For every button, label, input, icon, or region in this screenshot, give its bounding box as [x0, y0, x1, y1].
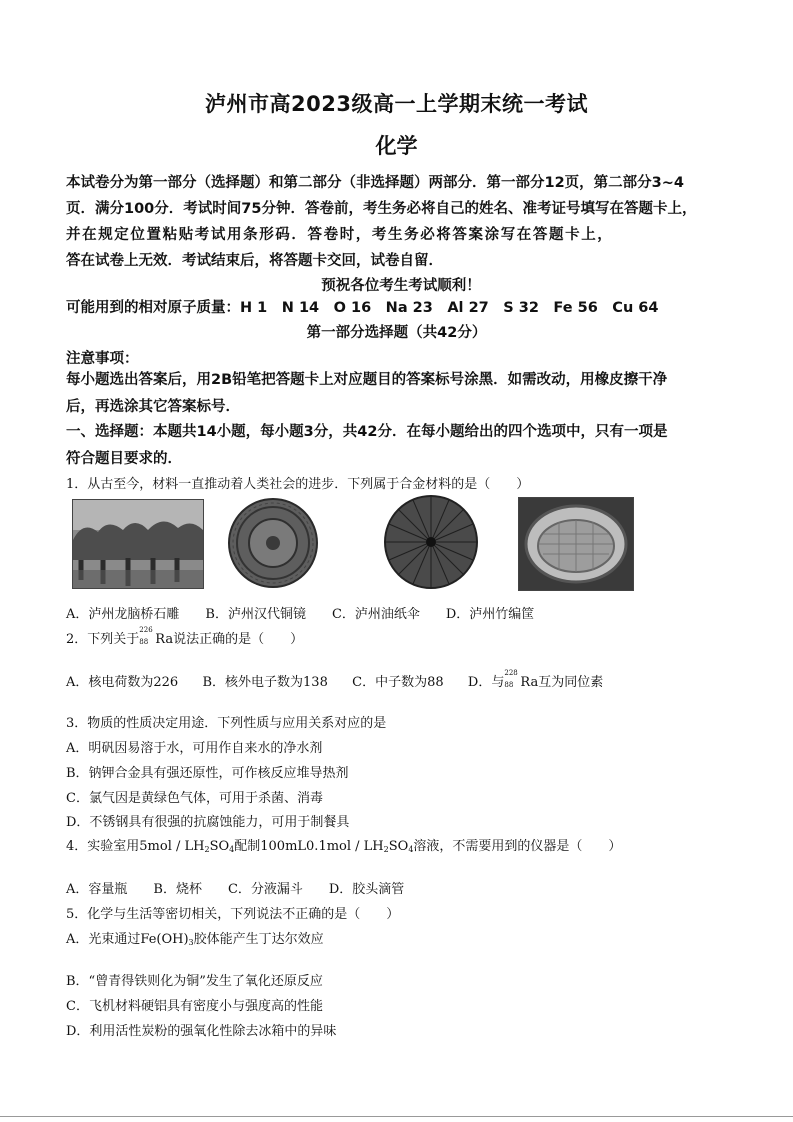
- formula: 5mol / LH: [139, 839, 205, 854]
- instruction-line: 答在试卷上无效．考试结束后，将答题卡交回，试卷自留．: [66, 253, 443, 269]
- option-a-prefix: A．光束通过: [66, 932, 141, 947]
- atomic-number: 88: [139, 638, 149, 646]
- section-line: 一、选择题：本题共14小题，每小题3分，共42分．在每小题给出的四个选项中，只有一项是: [66, 424, 668, 440]
- option-d: [467, 669, 604, 690]
- mass-number: 226: [139, 626, 153, 634]
- bronze-mirror-image: [222, 497, 324, 589]
- atomic-number: 88: [504, 681, 514, 689]
- page-bottom-edge: [0, 1116, 793, 1117]
- subscript: 4: [229, 845, 235, 854]
- question-4-stem: [66, 835, 621, 854]
- exam-title: 泸州市高2023级高一上学期末统一考试: [205, 92, 588, 116]
- question-5-option-d: D．利用活性炭粉的强氧化性除去冰箱中的异味: [66, 1024, 337, 1039]
- question-3-option-b: B．钠钾合金具有强还原性，可作核反应堆导热剂: [66, 766, 349, 781]
- question-5-option-a: [66, 928, 324, 947]
- instruction-line: 本试卷分为第一部分（选择题）和第二部分（非选择题）两部分．第一部分12页，第二部分3~4: [66, 175, 685, 191]
- question-1-stem: 1．从古至今，材料一直推动着人类社会的进步．下列属于合金材料的是（ ）: [66, 477, 530, 492]
- option-a-suffix: 胶体能产生丁达尔效应: [193, 932, 324, 947]
- question-5-stem: 5．化学与生活等密切相关，下列说法不正确的是（ ）: [66, 907, 400, 922]
- notice-heading: 注意事项：: [66, 351, 139, 367]
- option-d-prefix: D．与: [467, 675, 505, 690]
- q2-stem-start: 2．下列关于: [66, 632, 140, 647]
- notice-line: 每小题选出答案后，用2B铅笔把答题卡上对应题目的答案标号涂黑．如需改动，用橡皮擦干净: [66, 372, 668, 388]
- stone-bridge-carving-icon: [73, 500, 203, 588]
- nuclide-notation: [139, 626, 155, 646]
- oil-paper-umbrella-image: [381, 494, 481, 590]
- question-2-options: [66, 671, 726, 690]
- exam-instructions: [66, 170, 736, 300]
- question-3-option-c: C．氯气因是黄绿色气体，可用于杀菌、消毒: [66, 791, 323, 806]
- nuclide-notation: [504, 669, 520, 689]
- question-2-stem: [66, 628, 303, 647]
- instruction-line: 页．满分100分．考试时间75分钟．答卷前，考生务必将自己的姓名、准考证号填写在答题卡上，: [66, 201, 697, 217]
- question-1-options: A．泸州龙脑桥石雕 B．泸州汉代铜镜 C．泸州油纸伞 D．泸州竹编筐: [66, 607, 535, 622]
- subject-title: 化学: [375, 134, 418, 158]
- bamboo-basket-icon: [519, 498, 633, 590]
- umbrella-icon: [381, 494, 481, 590]
- q4-stem-middle: 配制: [234, 839, 261, 854]
- good-luck-line: 预祝各位考生考试顺利！: [321, 278, 481, 294]
- subscript: 3: [188, 938, 194, 947]
- stone-bridge-carving-image: [72, 499, 204, 589]
- question-3-option-d: D．不锈钢具有很强的抗腐蚀能力，可用于制餐具: [66, 815, 350, 830]
- instruction-line: 并在规定位置粘贴考试用条形码．答卷时，考生务必将答案涂写在答题卡上，: [66, 227, 614, 243]
- section-heading: [66, 419, 738, 473]
- section-line: 符合题目要求的．: [66, 451, 182, 467]
- notice-body: [66, 367, 738, 421]
- q4-stem-end: 溶液，不需要用到的仪器是（ ）: [413, 839, 622, 854]
- question-5-option-b: B．“曾青得铁则化为铜”发生了氧化还原反应: [66, 974, 323, 989]
- question-3-option-a: A．明矾因易溶于水，可用作自来水的净水剂: [66, 741, 323, 756]
- question-5-option-c: C．飞机材料硬铝具有密度小与强度高的性能: [66, 999, 323, 1014]
- option-b: B．核外电子数为138: [202, 675, 328, 690]
- notice-line: 后，再选涂其它答案标号．: [66, 399, 240, 415]
- formula: SO: [388, 839, 409, 854]
- q2-stem-end: 说法正确的是（ ）: [173, 632, 304, 647]
- bronze-mirror-icon: [222, 497, 324, 589]
- option-a: A．核电荷数为226: [66, 675, 179, 690]
- formula: Fe(OH): [140, 932, 189, 947]
- subscript: 2: [204, 845, 210, 854]
- option-d-suffix: 互为同位素: [538, 675, 604, 690]
- mass-number: 228: [504, 669, 518, 677]
- subscript: 2: [383, 845, 389, 854]
- element-symbol: Ra: [155, 632, 174, 647]
- question-4-options: A．容量瓶 B．烧杯 C．分液漏斗 D．胶头滴管: [66, 882, 405, 897]
- question-3-stem: 3．物质的性质决定用途．下列性质与应用关系对应的是: [66, 716, 387, 731]
- option-c: C．中子数为88: [352, 675, 444, 690]
- element-symbol: Ra: [520, 675, 539, 690]
- part1-heading: 第一部分选择题（共42分）: [306, 325, 487, 341]
- formula: SO: [209, 839, 230, 854]
- subscript: 4: [408, 845, 414, 854]
- formula: 100mL0.1mol / LH: [260, 839, 384, 854]
- bamboo-basket-image: [518, 497, 634, 591]
- atomic-masses: 可能用到的相对原子质量：H 1 N 14 O 16 Na 23 Al 27 S 32 Fe 56 Cu 64: [66, 300, 659, 316]
- q4-stem-start: 4．实验室用: [66, 839, 140, 854]
